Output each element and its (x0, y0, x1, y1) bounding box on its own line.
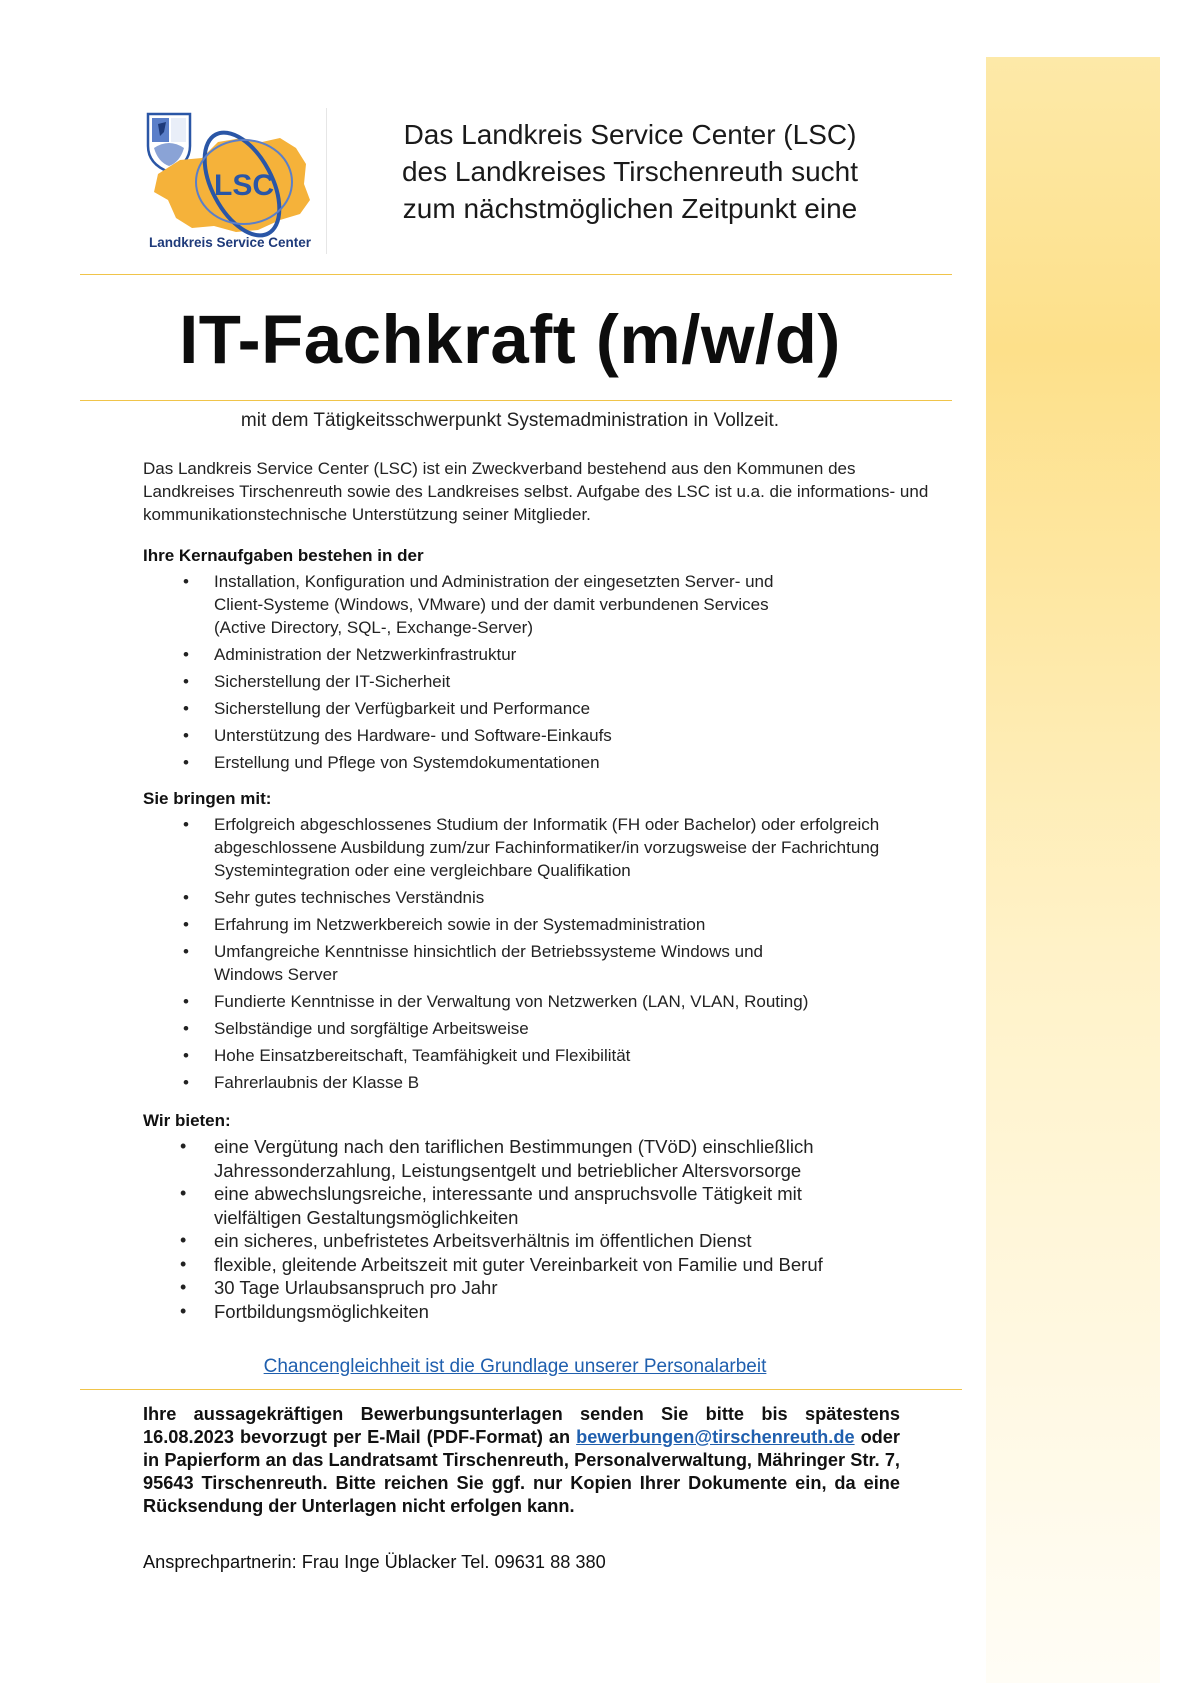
task-item: • Installation, Konfiguration und Administration der eingesetzten Server- und Client-Systeme (Windows, VMware) und der damit verbundenen Services (Active Directory, SQL-, Exchange-Server) (183, 572, 774, 637)
tasks-heading: Ihre Kernaufgaben bestehen in der (143, 546, 424, 565)
bullet-icon: • (183, 672, 189, 691)
application-text-before: Ihre aussagekräftigen Bewerbungsunterlagen senden Sie bitte bis spätestens 16.08.2023 bevorzugt per E-Mail (PDF-Format) an (143, 1404, 900, 1447)
divider-bottom (80, 1389, 962, 1390)
bullet-icon: • (183, 753, 189, 772)
bullet-icon: • (183, 726, 189, 745)
requirement-item: • Fundierte Kenntnisse in der Verwaltung von Netzwerken (LAN, VLAN, Routing) (183, 992, 809, 1011)
bullet-icon: • (183, 915, 189, 934)
bullet-icon: • (183, 1073, 189, 1092)
bullet-icon: • (183, 888, 189, 907)
offer-item: • ein sicheres, unbefristetes Arbeitsverhältnis im öffentlichen Dienst (180, 1230, 752, 1251)
application-instructions (143, 1403, 900, 1518)
logo-badge-text: LSC (214, 169, 274, 202)
requirement-item: • Fahrerlaubnis der Klasse B (183, 1073, 420, 1092)
requirements-list (143, 813, 943, 1094)
intro-line: des Landkreises Tirschenreuth sucht (401, 156, 859, 187)
bullet-icon: • (180, 1183, 187, 1203)
requirement-item: • Sehr gutes technisches Verständnis (183, 888, 485, 907)
job-subtitle: mit dem Tätigkeitsschwerpunkt Systemadministration in Vollzeit. (240, 410, 780, 431)
requirement-item: • Erfolgreich abgeschlossenes Studium der Informatik (FH oder Bachelor) oder erfolgreich abgeschlossene Ausbildung zum/zur Fachinformatiker/in vorzugsweise der Fachrichtung Systemintegration oder eine vergleichbare Qualifikation (183, 815, 880, 880)
task-item: • Sicherstellung der Verfügbarkeit und Performance (183, 699, 591, 718)
requirement-item: • Erfahrung im Netzwerkbereich sowie in der Systemadministration (183, 915, 706, 934)
offer-section (143, 1110, 943, 1323)
task-item: • Erstellung und Pflege von Systemdokumentationen (183, 753, 600, 772)
application-email-link[interactable]: bewerbungen@tirschenreuth.de (576, 1427, 855, 1447)
contact-person: Ansprechpartnerin: Frau Inge Üblacker Tel. 09631 88 380 (143, 1552, 606, 1572)
bullet-icon: • (180, 1277, 187, 1297)
requirements-section (143, 788, 943, 1098)
offer-list (143, 1135, 943, 1323)
lsc-logo (140, 108, 330, 258)
requirement-item: • Selbständige und sorgfältige Arbeitsweise (183, 1019, 529, 1038)
bullet-icon: • (183, 815, 189, 834)
bullet-icon: • (183, 645, 189, 664)
tasks-list (143, 570, 943, 774)
tasks-section (143, 545, 943, 778)
intro-line: Das Landkreis Service Center (LSC) (403, 119, 857, 150)
bullet-icon: • (183, 1046, 189, 1065)
task-item: • Unterstützung des Hardware- und Software-Einkaufs (183, 726, 612, 745)
bullet-icon: • (183, 572, 189, 591)
bullet-icon: • (183, 1019, 189, 1038)
bullet-icon: • (183, 699, 189, 718)
job-title: IT-Fachkraft (m/w/d) (179, 301, 841, 378)
logo-divider (326, 108, 327, 254)
intro-text (370, 116, 890, 227)
task-item: • Sicherstellung der IT-Sicherheit (183, 672, 451, 691)
offer-item: • flexible, gleitende Arbeitszeit mit guter Vereinbarkeit von Familie und Beruf (180, 1253, 823, 1275)
requirement-item: • Umfangreiche Kenntnisse hinsichtlich der Betriebssysteme Windows und Windows Server (183, 942, 763, 984)
bullet-icon: • (180, 1136, 187, 1156)
bullet-icon: • (180, 1300, 187, 1321)
decorative-sidebar (986, 57, 1160, 1683)
bullet-icon: • (183, 942, 189, 961)
equal-opportunity-link[interactable]: Chancengleichheit ist die Grundlage unserer Personalarbeit (263, 1356, 767, 1377)
bullet-icon: • (183, 992, 189, 1011)
divider-title (80, 400, 952, 401)
application-text-after: oder in Papierform an das Landratsamt Tirschenreuth, Personalverwaltung, Mähringer Str. 7, 95643 Tirschenreuth. Bitte reichen Sie ggf. nur Kopien Ihrer Dokumente ein, da eine Rücksendung der Unterlagen nicht erfolgen kann. (143, 1427, 900, 1516)
requirements-heading: Sie bringen mit: (143, 789, 272, 808)
intro-line: zum nächstmöglichen Zeitpunkt eine (402, 193, 858, 224)
offer-item: • Fortbildungsmöglichkeiten (180, 1300, 429, 1322)
requirement-item: • Hohe Einsatzbereitschaft, Teamfähigkeit und Flexibilität (183, 1046, 631, 1065)
divider-top (80, 274, 952, 275)
offer-item: • 30 Tage Urlaubsanspruch pro Jahr (180, 1277, 498, 1298)
bullet-icon: • (180, 1230, 187, 1250)
offer-item: • eine abwechslungsreiche, interessante und anspruchsvolle Tätigkeit mit vielfältigen Gestaltungsmöglichkeiten (180, 1183, 802, 1228)
task-item: • Administration der Netzwerkinfrastruktur (183, 645, 517, 664)
offer-heading: Wir bieten: (143, 1111, 231, 1130)
offer-item: • eine Vergütung nach den tariflichen Bestimmungen (TVöD) einschließlich Jahressonderzahlung, Leistungsentgelt und betrieblicher Altersvorsorge (180, 1136, 814, 1181)
logo-caption: Landkreis Service Center (148, 235, 312, 250)
organization-description: Das Landkreis Service Center (LSC) ist ein Zweckverband bestehend aus den Kommunen des Landkreises Tirschenreuth sowie des Landkreises selbst. Aufgabe des LSC ist u.a. die informations- und kommunikationstechnische Unterstützung seiner Mitglieder. (143, 459, 929, 524)
bullet-icon: • (180, 1253, 187, 1274)
